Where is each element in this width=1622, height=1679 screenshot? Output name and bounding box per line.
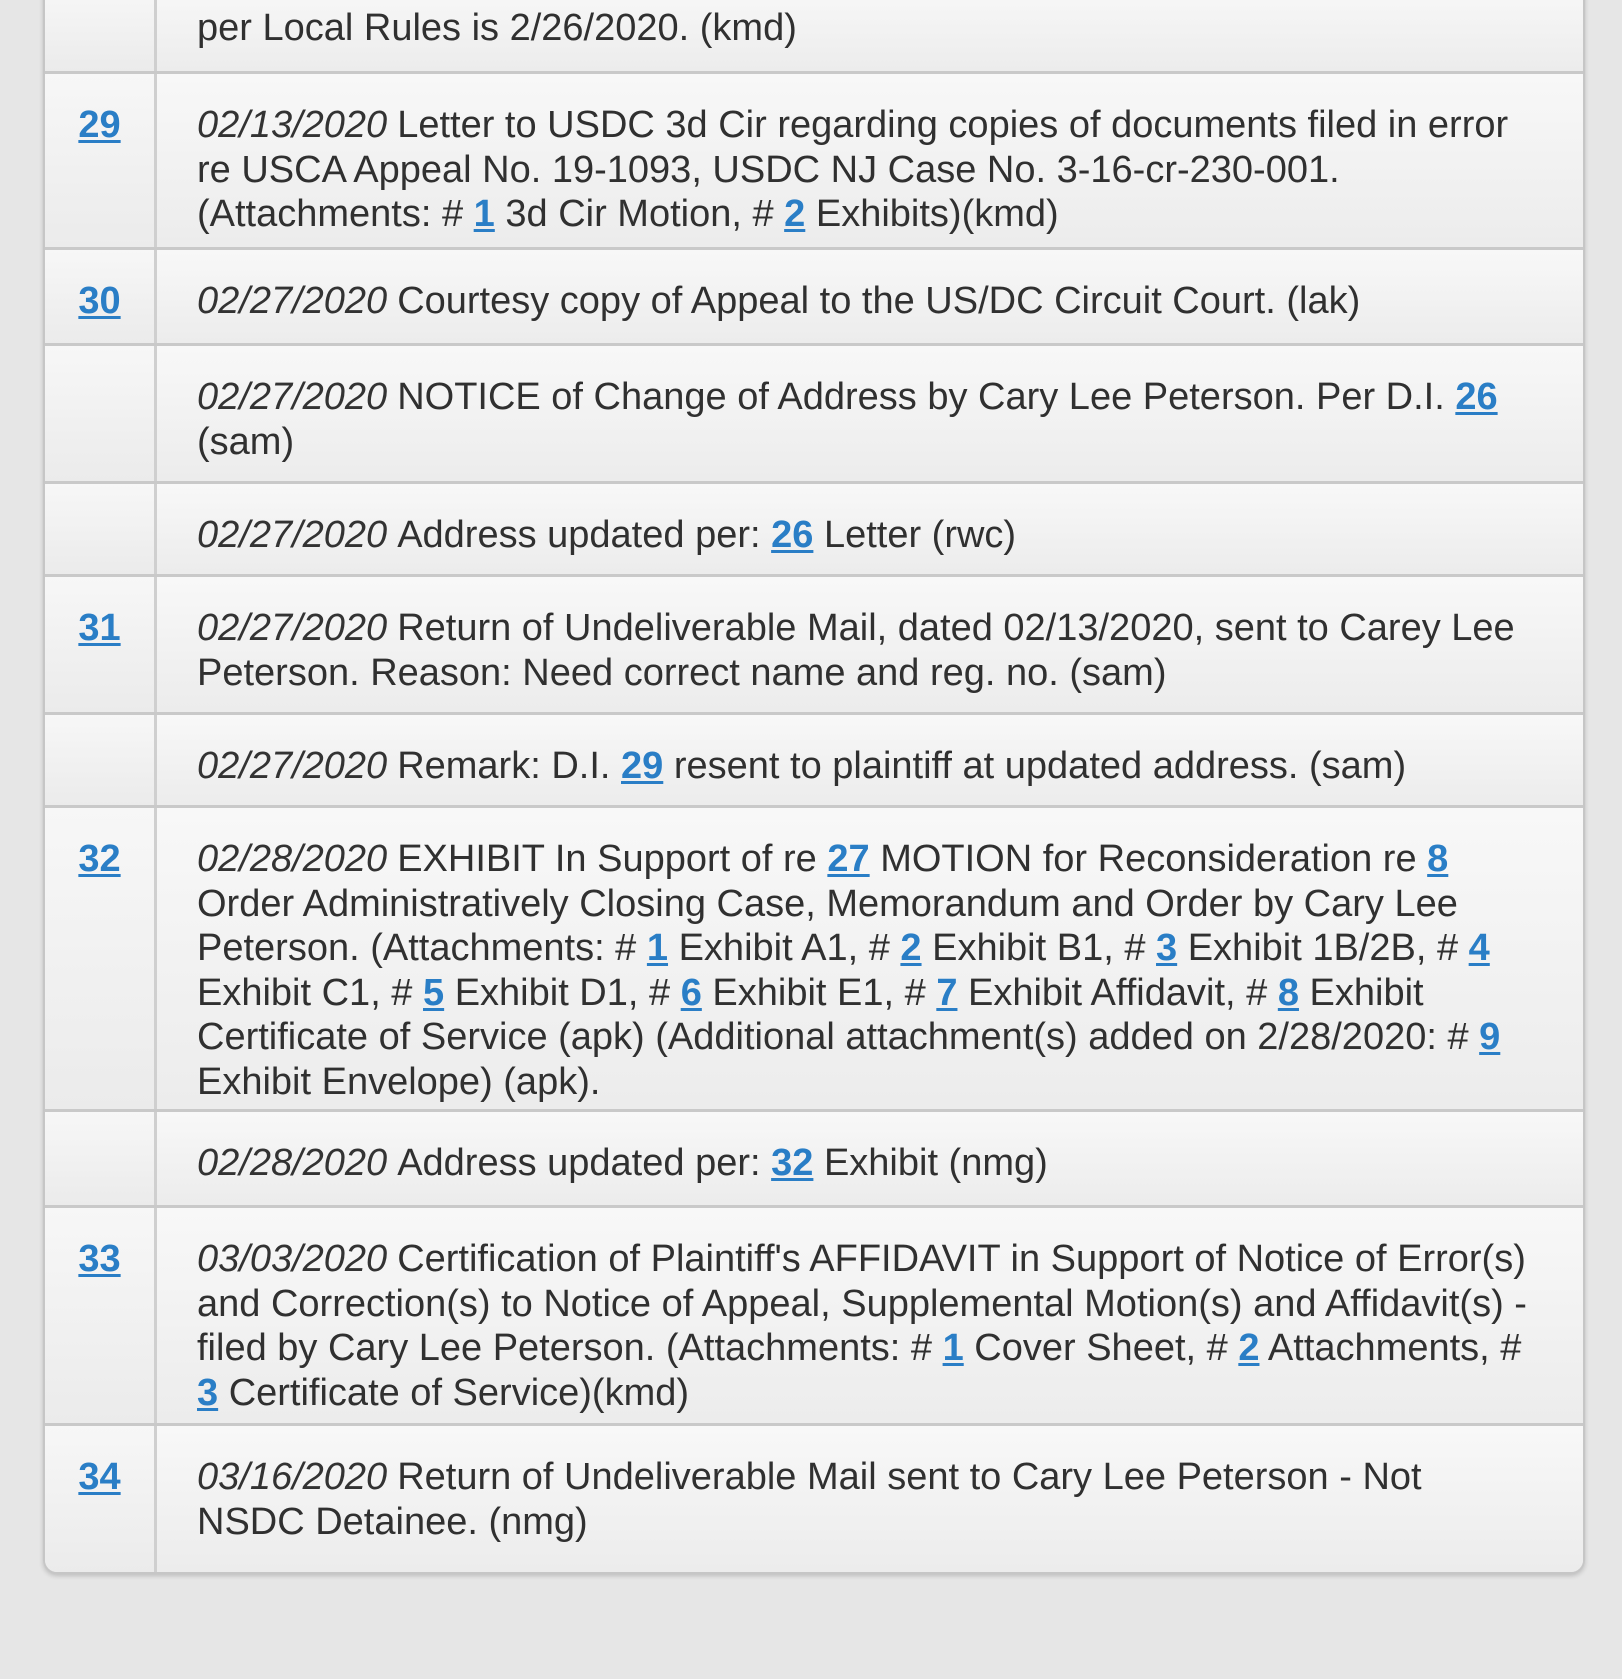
entry-text: resent to plaintiff at updated address. (sam): [663, 745, 1407, 787]
docket-number-cell: [45, 484, 157, 574]
docket-entry-row: [45, 250, 1583, 346]
document-link[interactable]: 1: [942, 1327, 964, 1369]
entry-text: Exhibit D1, #: [444, 971, 681, 1014]
docket-entry-row: [45, 715, 1583, 808]
document-link[interactable]: 27: [827, 838, 870, 880]
docket-text-cell: [157, 1426, 1583, 1572]
docket-text-cell: [157, 1112, 1583, 1205]
entry-text: Exhibit A1, #: [668, 927, 901, 969]
docket-entry-row: [45, 577, 1583, 715]
docket-entry-row: [45, 484, 1583, 577]
document-link[interactable]: 26: [1455, 376, 1498, 418]
entry-text: Exhibit Certificate of Service (apk) (Additional attachment(s) added on 2/28/2020: #: [197, 971, 1480, 1058]
entry-date: 02/27/2020: [197, 514, 388, 556]
entry-text: Attachments, #: [1259, 1327, 1522, 1369]
document-link[interactable]: 1: [473, 193, 495, 235]
docket-number-cell: [45, 1208, 157, 1423]
docket-number-cell: [45, 808, 157, 1109]
document-link[interactable]: 3: [197, 1371, 219, 1414]
docket-text-cell: [157, 1208, 1583, 1423]
document-link[interactable]: 8: [1427, 838, 1449, 880]
docket-text-cell: [157, 0, 1583, 71]
entry-text: Remark: D.I.: [397, 745, 621, 787]
document-link[interactable]: 7: [936, 971, 958, 1014]
entry-date: 03/16/2020: [197, 1456, 388, 1498]
docket-table: [43, 0, 1585, 1574]
entry-text: Address updated per:: [397, 514, 772, 556]
docket-number-link[interactable]: 29: [78, 104, 121, 146]
entry-text: Letter to USDC 3d Cir regarding copies of documents filed in error re USCA Appeal No. 19-1093, USDC NJ Case No. 3-16-cr-230-001. (Attachments: #: [197, 104, 1509, 235]
docket-number-cell: [45, 250, 157, 343]
entry-text: per Local Rules is 2/26/2020. (kmd): [197, 7, 797, 49]
entry-text: Return of Undeliverable Mail sent to Cary Lee Peterson - Not NSDC Detainee. (nmg): [197, 1456, 1422, 1543]
entry-date: 02/27/2020: [197, 607, 388, 649]
document-link[interactable]: 2: [900, 927, 922, 969]
document-link[interactable]: 3: [1156, 927, 1178, 969]
entry-date: 02/28/2020: [197, 1142, 388, 1184]
docket-entry-row: [45, 0, 1583, 74]
entry-text: Exhibit (nmg): [813, 1142, 1048, 1184]
docket-number-cell: [45, 0, 157, 71]
document-link[interactable]: 8: [1277, 971, 1299, 1014]
docket-number-link[interactable]: 33: [78, 1238, 121, 1280]
docket-number-cell: [45, 346, 157, 481]
docket-entry-row: [45, 346, 1583, 484]
docket-text-cell: [157, 808, 1583, 1109]
entry-date: 02/28/2020: [197, 838, 388, 880]
entry-text: MOTION for Reconsideration re: [869, 838, 1428, 880]
docket-entry-row: [45, 1426, 1583, 1572]
docket-text-cell: [157, 346, 1583, 481]
document-link[interactable]: 1: [646, 927, 669, 969]
docket-number-cell: [45, 1112, 157, 1205]
document-link[interactable]: 5: [423, 971, 445, 1014]
entry-text: Exhibit C1, #: [197, 971, 423, 1014]
docket-text-cell: [157, 484, 1583, 574]
entry-text: Exhibit Envelope) (apk).: [197, 1060, 601, 1103]
entry-text: Address updated per:: [397, 1142, 772, 1184]
entry-date: 02/27/2020: [197, 376, 388, 418]
docket-number-cell: [45, 577, 157, 712]
entry-text: Exhibits)(kmd): [805, 193, 1059, 235]
docket-number-link[interactable]: 34: [78, 1456, 121, 1498]
docket-number-cell: [45, 715, 157, 805]
document-link[interactable]: 29: [621, 745, 664, 787]
document-link[interactable]: 2: [784, 193, 806, 235]
entry-text: Certification of Plaintiff's AFFIDAVIT in Support of Notice of Error(s) and Correction(s) to Notice of Appeal, Supplemental Motion(s) and Affidavit(s) - filed by Cary Lee Peterson. (Attachments: #: [197, 1238, 1527, 1369]
docket-entry-row: [45, 74, 1583, 250]
entry-text: (sam): [197, 420, 295, 463]
docket-text-cell: [157, 577, 1583, 712]
entry-text: Exhibit E1, #: [701, 971, 937, 1014]
docket-entry-row: [45, 1112, 1583, 1208]
entry-date: 02/27/2020: [197, 745, 388, 787]
document-link[interactable]: 32: [771, 1142, 814, 1184]
entry-text: EXHIBIT In Support of re: [397, 838, 828, 880]
entry-text: Cover Sheet, #: [963, 1327, 1239, 1369]
docket-number-cell: [45, 74, 157, 247]
document-link[interactable]: 2: [1238, 1327, 1260, 1369]
entry-text: 3d Cir Motion, #: [494, 193, 785, 235]
entry-text: Exhibit B1, #: [921, 927, 1157, 969]
entry-text: Order Administratively Closing Case, Memorandum and Order by Cary Lee Peterson. (Attachments: #: [197, 882, 1458, 969]
entry-text: NOTICE of Change of Address by Cary Lee Peterson. Per D.I.: [397, 376, 1456, 418]
docket-text-cell: [157, 715, 1583, 805]
document-link[interactable]: 6: [680, 971, 702, 1014]
docket-number-cell: [45, 1426, 157, 1572]
docket-text-cell: [157, 250, 1583, 343]
entry-text: Exhibit Affidavit, #: [957, 971, 1278, 1014]
entry-text: Letter (rwc): [813, 514, 1017, 556]
entry-date: 02/27/2020: [197, 280, 388, 322]
docket-number-link[interactable]: 32: [78, 838, 121, 880]
document-link[interactable]: 4: [1468, 927, 1490, 969]
document-link[interactable]: 9: [1479, 1016, 1501, 1058]
entry-text: Exhibit 1B/2B, #: [1177, 927, 1469, 969]
docket-entry-row: [45, 1208, 1583, 1426]
docket-entry-row: [45, 808, 1583, 1112]
document-link[interactable]: 26: [771, 514, 814, 556]
entry-text: Courtesy copy of Appeal to the US/DC Circuit Court. (lak): [397, 280, 1361, 322]
entry-date: 02/13/2020: [197, 104, 388, 146]
entry-text: Return of Undeliverable Mail, dated 02/13/2020, sent to Carey Lee Peterson. Reason: Need correct name and reg. no. (sam): [197, 607, 1515, 694]
docket-text-cell: [157, 74, 1583, 247]
docket-number-link[interactable]: 31: [78, 607, 121, 649]
docket-number-link[interactable]: 30: [78, 280, 121, 322]
entry-text: Certificate of Service)(kmd): [218, 1371, 690, 1414]
entry-date: 03/03/2020: [197, 1238, 388, 1280]
